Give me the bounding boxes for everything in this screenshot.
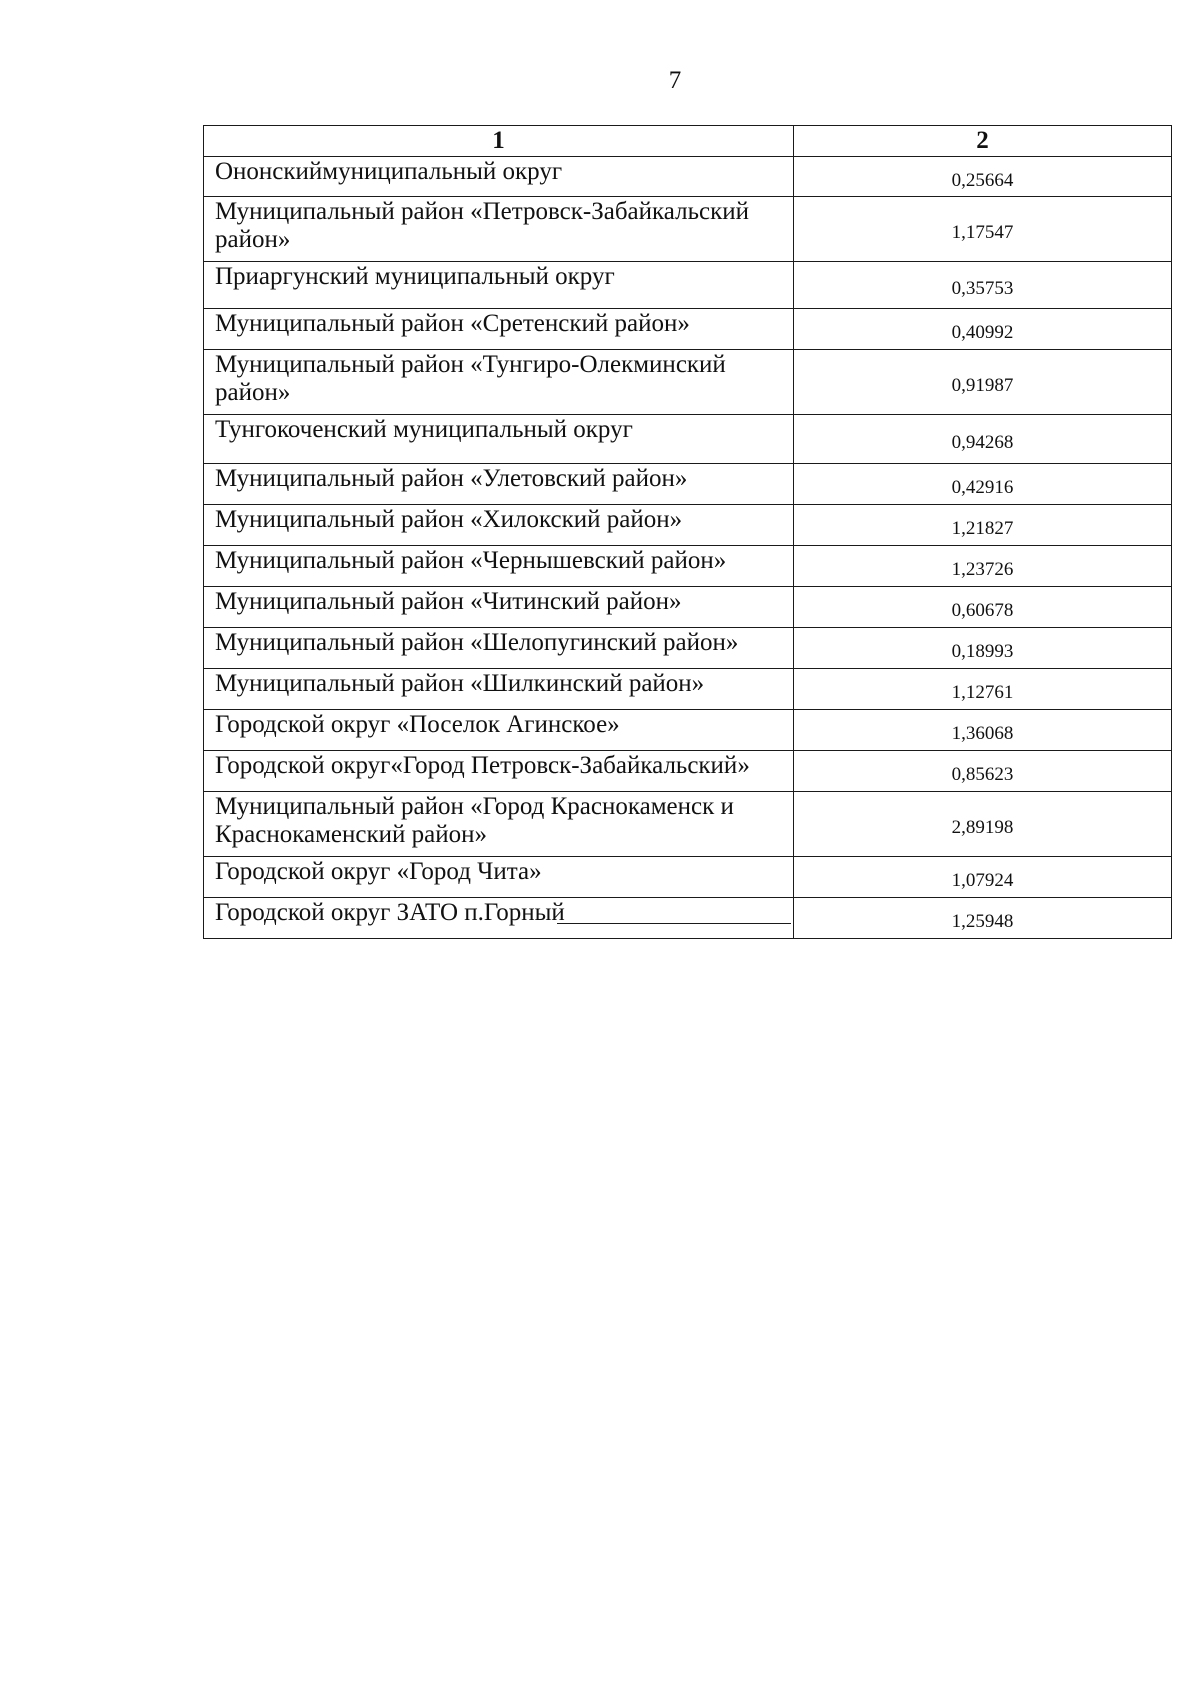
municipality-name: Муниципальный район «Улетовский район» xyxy=(204,464,794,505)
table-row xyxy=(204,546,1172,587)
municipality-name: Муниципальный район «Тунгиро-Олекминский район» xyxy=(204,350,794,415)
table-row xyxy=(204,898,1172,939)
coefficient-value: 0,25664 xyxy=(794,157,1172,197)
coefficient-value: 0,60678 xyxy=(794,587,1172,628)
table-row xyxy=(204,792,1172,857)
coefficient-value: 0,91987 xyxy=(794,350,1172,415)
municipality-name: Тунгокоченский муниципальный округ xyxy=(204,415,794,464)
table-row xyxy=(204,751,1172,792)
coefficient-value: 2,89198 xyxy=(794,792,1172,857)
coefficient-value: 0,40992 xyxy=(794,309,1172,350)
municipality-name: Муниципальный район «Читинский район» xyxy=(204,587,794,628)
table-row xyxy=(204,415,1172,464)
table-row xyxy=(204,857,1172,898)
municipality-name: Муниципальный район «Шилкинский район» xyxy=(204,669,794,710)
municipality-name: Муниципальный район «Сретенский район» xyxy=(204,309,794,350)
coefficient-value: 0,42916 xyxy=(794,464,1172,505)
coefficient-value: 0,85623 xyxy=(794,751,1172,792)
coefficient-value: 1,23726 xyxy=(794,546,1172,587)
table-row xyxy=(204,628,1172,669)
column-header-1: 1 xyxy=(204,126,794,157)
municipality-name: Городской округ ЗАТО п.Горный xyxy=(204,898,794,939)
table-row xyxy=(204,309,1172,350)
table-row xyxy=(204,505,1172,546)
table-row xyxy=(204,464,1172,505)
page-number: 7 xyxy=(668,67,682,94)
coefficient-value: 0,94268 xyxy=(794,415,1172,464)
municipality-name: Муниципальный район «Хилокский район» xyxy=(204,505,794,546)
municipality-name: Муниципальный район «Город Краснокаменск и Краснокаменский район» xyxy=(204,792,794,857)
table-row xyxy=(204,669,1172,710)
municipality-name: Муниципальный район «Шелопугинский район» xyxy=(204,628,794,669)
coefficient-value: 1,25948 xyxy=(794,898,1172,939)
municipality-name: Ононскиймуниципальный округ xyxy=(204,157,794,197)
table-header-row xyxy=(204,126,1172,157)
column-header-2: 2 xyxy=(794,126,1172,157)
municipality-name: Приаргунский муниципальный округ xyxy=(204,262,794,309)
municipality-name: Городской округ«Город Петровск-Забайкальский» xyxy=(204,751,794,792)
table-row xyxy=(204,197,1172,262)
coefficient-value: 0,18993 xyxy=(794,628,1172,669)
coefficient-value: 0,35753 xyxy=(794,262,1172,309)
coefficients-table xyxy=(203,125,1172,939)
table-row xyxy=(204,350,1172,415)
coefficient-value: 1,17547 xyxy=(794,197,1172,262)
table-row xyxy=(204,710,1172,751)
coefficient-value: 1,36068 xyxy=(794,710,1172,751)
coefficient-value: 1,12761 xyxy=(794,669,1172,710)
coefficient-value: 1,07924 xyxy=(794,857,1172,898)
municipality-name: Городской округ «Поселок Агинское» xyxy=(204,710,794,751)
closing-divider xyxy=(557,923,791,924)
municipality-name: Городской округ «Город Чита» xyxy=(204,857,794,898)
municipality-name: Муниципальный район «Петровск-Забайкальский район» xyxy=(204,197,794,262)
table-row xyxy=(204,157,1172,197)
table-row xyxy=(204,262,1172,309)
table-row xyxy=(204,587,1172,628)
coefficient-value: 1,21827 xyxy=(794,505,1172,546)
municipality-name: Муниципальный район «Чернышевский район» xyxy=(204,546,794,587)
